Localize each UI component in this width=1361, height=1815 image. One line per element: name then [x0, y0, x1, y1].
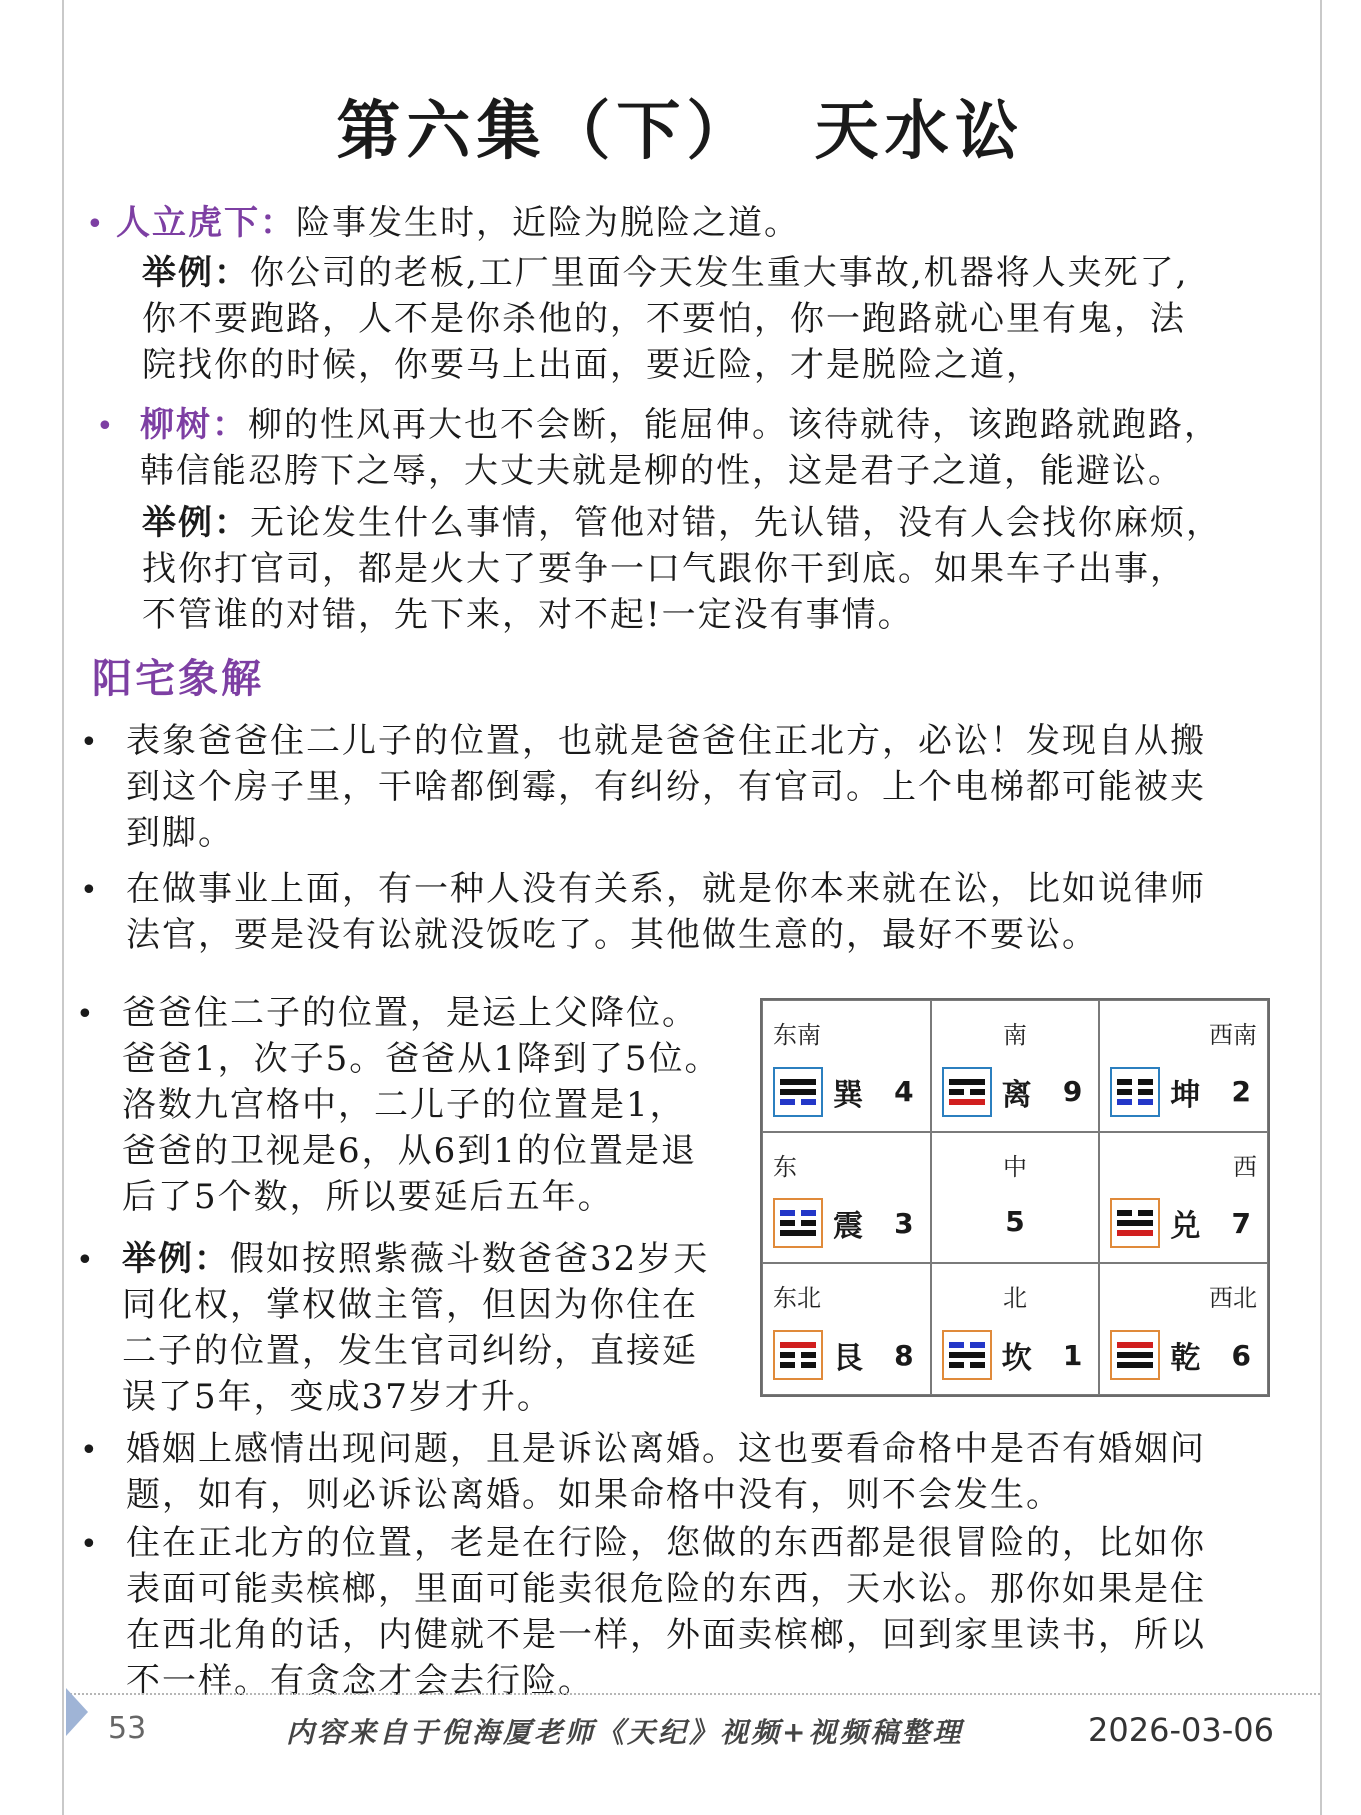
s2-example-line3: 不管谁的对错，先下来，对不起!一定没有事情。 — [142, 595, 914, 635]
direction-label: 西 — [1233, 1152, 1257, 1181]
direction-label: 西南 — [1209, 1021, 1257, 1049]
grid-cell-northeast — [762, 1263, 931, 1395]
p2-line1: 在做事业上面，有一种人没有关系，就是你本来就在讼，比如说律师 — [126, 869, 1206, 909]
direction-label: 中 — [1002, 1152, 1027, 1181]
s2-line2: 韩信能忍胯下之辱，大丈夫就是柳的性，这是君子之道，能避讼。 — [140, 451, 1184, 491]
grid-cell-center — [931, 1132, 1100, 1264]
page-frame-right — [1320, 0, 1322, 1815]
paragraph-5 — [126, 1426, 1206, 1518]
p4-line1: 假如按照紫薇斗数爸爸32岁天 — [230, 1239, 710, 1279]
gua-number: 8 — [894, 1338, 914, 1372]
p6-line2: 表面可能卖槟榔，里面可能卖很危险的东西，天水讼。那你如果是住 — [126, 1569, 1206, 1609]
gua-number: 5 — [1005, 1205, 1025, 1239]
xun-trigram-icon — [773, 1067, 823, 1117]
bullet: • — [80, 1527, 98, 1562]
grid-cell-south — [931, 1000, 1100, 1132]
s2-body — [140, 402, 1220, 494]
gua-name: 离 — [1001, 1077, 1032, 1113]
s2-example-label: 举例： — [142, 503, 250, 543]
p3-line5: 后了5个数，所以要延后五年。 — [122, 1177, 614, 1217]
gua-number: 1 — [1062, 1338, 1083, 1372]
gua-name: 艮 — [833, 1341, 863, 1376]
p6-line4: 不一样。有贪念才会去行险。 — [126, 1661, 594, 1701]
p3-line2: 爸爸1，次子5。爸爸从1降到了5位。 — [122, 1039, 721, 1079]
grid-cell-west — [1099, 1132, 1268, 1264]
s2-example-line2: 找你打官司，都是火大了要争一口气跟你干到底。如果车子出事， — [142, 549, 1186, 589]
paragraph-4 — [122, 1236, 709, 1420]
paragraph-6 — [126, 1520, 1206, 1704]
s1-text: 险事发生时，近险为脱险之道。 — [296, 203, 800, 243]
gua-name: 震 — [833, 1209, 863, 1245]
li-trigram-icon — [942, 1067, 992, 1117]
qian-trigram-icon — [1110, 1330, 1160, 1380]
s1-heading-line — [116, 200, 800, 246]
footer-source: 内容来自于倪海厦老师《天纪》视频+视频稿整理 — [286, 1716, 964, 1749]
direction-label: 北 — [1002, 1284, 1027, 1313]
section-heading: 阳宅象解 — [92, 655, 264, 702]
p4-line3: 二子的位置，发生官司纠纷，直接延 — [122, 1331, 698, 1371]
s2-label: 柳树： — [140, 405, 248, 445]
page-title: 第六集（下） 天水讼 — [336, 94, 1025, 169]
s2-example — [142, 500, 1222, 638]
kun-trigram-icon — [1110, 1067, 1160, 1117]
p3-line1: 爸爸住二子的位置，是运上父降位。 — [122, 993, 698, 1033]
p4-label: 举例： — [122, 1239, 230, 1279]
gua-number: 2 — [1231, 1075, 1251, 1109]
p5-line1: 婚姻上感情出现问题，且是诉讼离婚。这也要看命格中是否有婚姻问 — [126, 1429, 1206, 1469]
bullet: • — [96, 409, 114, 444]
gua-name: 坤 — [1170, 1077, 1201, 1113]
gua-name: 坎 — [1001, 1341, 1032, 1376]
p6-line1: 住在正北方的位置，老是在行险，您做的东西都是很冒险的，比如你 — [126, 1523, 1206, 1563]
paragraph-2 — [126, 866, 1206, 958]
bullet: • — [76, 1243, 94, 1278]
grid-cell-southeast — [762, 1000, 931, 1132]
p4-line2: 同化权，掌权做主管，但因为你住在 — [122, 1285, 698, 1325]
s1-example — [142, 250, 1188, 388]
gua-name: 巽 — [833, 1077, 863, 1113]
gua-name: 兑 — [1170, 1209, 1201, 1245]
footer-divider — [66, 1693, 1320, 1695]
direction-label: 东 — [773, 1152, 797, 1181]
page-number: 53 — [108, 1711, 147, 1746]
play-arrow-icon — [66, 1688, 88, 1736]
p5-line2: 题，如有，则必诉讼离婚。如果命格中没有，则不会发生。 — [126, 1475, 1062, 1515]
grid-cell-east — [762, 1132, 931, 1264]
p3-line4: 爸爸的卫视是6，从6到1的位置是退 — [122, 1131, 697, 1171]
footer-date: 2026-03-06 — [1088, 1711, 1274, 1749]
direction-label: 东北 — [773, 1284, 821, 1313]
bullet: • — [80, 1433, 98, 1468]
s2-example-line1: 无论发生什么事情，管他对错，先认错，没有人会找你麻烦， — [250, 503, 1222, 543]
s1-label: 人立虎下： — [116, 203, 296, 243]
s1-example-line3: 院找你的时候，你要马上出面，要近险，才是脱险之道， — [142, 345, 1042, 385]
gua-number: 9 — [1062, 1075, 1083, 1109]
gua-number: 7 — [1231, 1206, 1251, 1240]
direction-label: 东南 — [773, 1021, 821, 1049]
grid-cell-northwest — [1099, 1263, 1268, 1395]
direction-label: 南 — [1002, 1021, 1027, 1049]
gua-number: 4 — [894, 1075, 914, 1109]
s2-line1: 柳的性风再大也不会断，能屈伸。该待就待，该跑路就跑路， — [248, 405, 1220, 445]
kan-trigram-icon — [942, 1330, 992, 1380]
p3-line3: 洛数九宫格中，二儿子的位置是1， — [122, 1085, 686, 1125]
p4-line4: 误了5年，变成37岁才升。 — [122, 1377, 553, 1417]
p1-line1: 表象爸爸住二儿子的位置，也就是爸爸住正北方，必讼！发现自从搬 — [126, 721, 1206, 761]
p2-line2: 法官，要是没有讼就没饭吃了。其他做生意的，最好不要讼。 — [126, 915, 1098, 955]
p1-line3: 到脚。 — [126, 813, 234, 853]
gen-trigram-icon — [773, 1330, 823, 1380]
bullet: • — [80, 873, 98, 908]
zhen-trigram-icon — [773, 1198, 823, 1248]
dui-trigram-icon — [1110, 1198, 1160, 1248]
bullet: • — [86, 207, 104, 242]
gua-number: 3 — [894, 1206, 914, 1240]
p6-line3: 在西北角的话，内健就不是一样，外面卖槟榔，回到家里读书，所以 — [126, 1615, 1206, 1655]
bullet: • — [80, 725, 98, 760]
bullet: • — [76, 997, 94, 1032]
s1-example-label: 举例： — [142, 253, 250, 293]
p1-line2: 到这个房子里，干啥都倒霉，有纠纷，有官司。上个电梯都可能被夹 — [126, 767, 1206, 807]
bagua-grid — [760, 998, 1270, 1397]
s1-example-line1: 你公司的老板,工厂里面今天发生重大事故,机器将人夹死了, — [250, 253, 1189, 293]
paragraph-3 — [122, 990, 721, 1220]
s1-example-line2: 你不要跑路，人不是你杀他的，不要怕，你一跑路就心里有鬼，法 — [142, 299, 1186, 339]
gua-name: 乾 — [1170, 1341, 1201, 1376]
grid-cell-north — [931, 1263, 1100, 1395]
direction-label: 西北 — [1209, 1284, 1257, 1313]
paragraph-1 — [126, 718, 1206, 856]
page-frame-left — [62, 0, 64, 1815]
grid-cell-southwest — [1099, 1000, 1268, 1132]
gua-number: 6 — [1231, 1338, 1251, 1372]
